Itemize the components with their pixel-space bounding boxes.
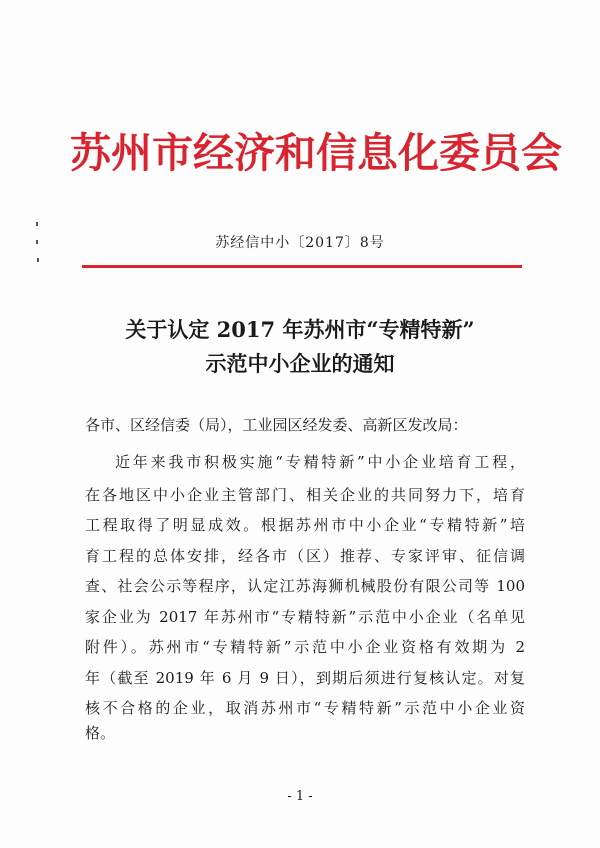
letterhead-issuer: 苏州市经济和信息化委员会 <box>70 129 562 177</box>
document-number: 苏经信中小〔2017〕8号 <box>215 235 385 251</box>
addressee: 各市、区经信委（局），工业园区经发委、高新区发改局： <box>85 416 468 434</box>
document-title-line-1: 关于认定 2017 年苏州市“专精特新” <box>125 317 475 342</box>
body-line: 查、社会公示等程序，认定江苏海狮机械股份有限公司等 100 <box>85 577 525 595</box>
body-line: 格。 <box>85 724 116 742</box>
scan-margin-mark <box>37 258 39 262</box>
body-line: 家企业为 2017 年苏州市“专精特新”示范中小企业（名单见 <box>85 608 525 626</box>
body-line: 核不合格的企业，取消苏州市“专精特新”示范中小企业资 <box>85 699 525 717</box>
body-line: 育工程的总体安排，经各市（区）推荐、专家评审、征信调 <box>85 547 525 565</box>
body-line: 工程取得了明显成效。根据苏州市中小企业“专精特新”培 <box>85 516 525 534</box>
document-title-line-2: 示范中小企业的通知 <box>205 351 395 376</box>
letterhead-red-rule <box>82 265 522 268</box>
body-line: 附件）。苏州市“专精特新”示范中小企业资格有效期为 2 <box>85 638 525 656</box>
scan-margin-mark <box>36 222 38 226</box>
body-line: 近年来我市积极实施“专精特新”中小企业培育工程， <box>115 453 525 471</box>
body-line: 在各地区中小企业主管部门、相关企业的共同努力下，培育 <box>85 486 525 504</box>
page-number: - 1 - <box>287 789 313 804</box>
body-line: 年（截至 2019 年 6 月 9 日），到期后须进行复核认定。对复 <box>85 669 525 687</box>
